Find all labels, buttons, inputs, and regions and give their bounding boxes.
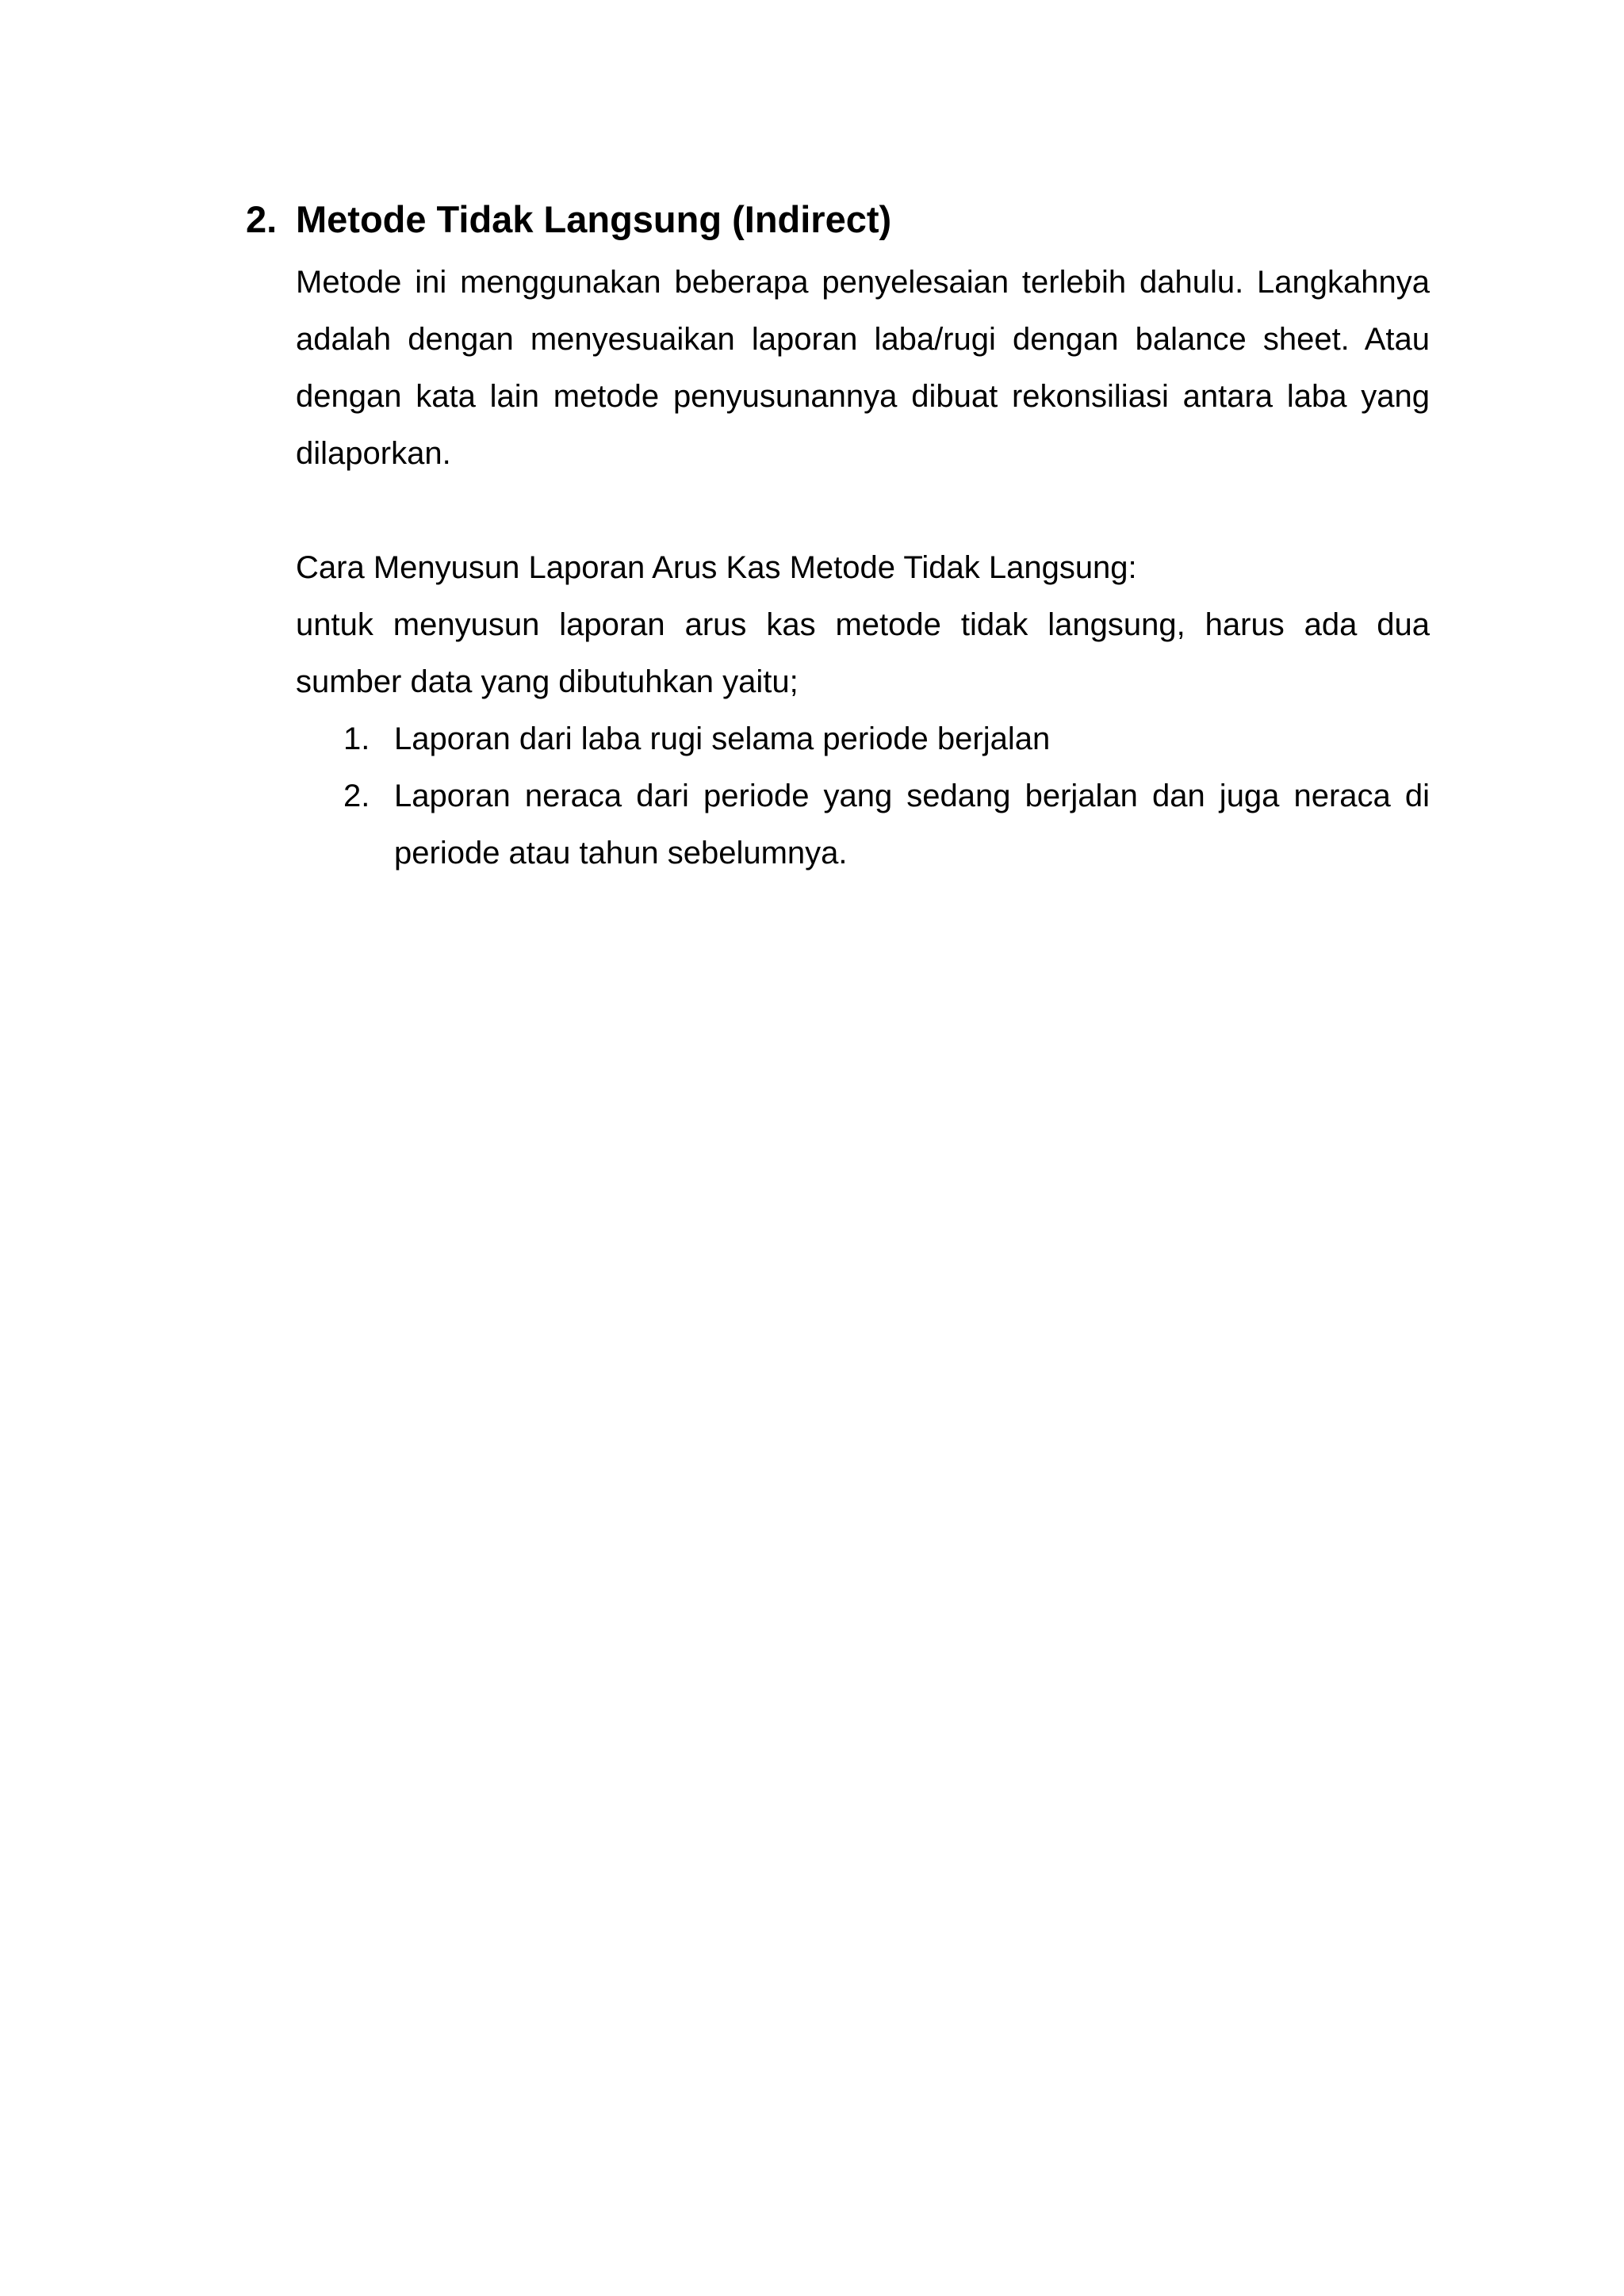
list-item-text: Laporan dari laba rugi selama periode berjalan xyxy=(394,721,1051,756)
list-item xyxy=(343,767,1430,882)
paragraph-spacer xyxy=(296,482,1430,539)
intro-paragraph: untuk menyusun laporan arus kas metode tidak langsung, harus ada dua sumber data yang dibutuhkan yaitu; xyxy=(296,607,1430,699)
subheading: Cara Menyusun Laporan Arus Kas Metode Tidak Langsung: xyxy=(296,550,1137,585)
section-number: 2. xyxy=(246,198,278,240)
section-heading xyxy=(246,190,1435,249)
data-source-list xyxy=(296,710,1430,882)
list-item-number: 1. xyxy=(343,721,370,756)
method-description: Metode ini menggunakan beberapa penyelesaian terlebih dahulu. Langkahnya adalah dengan menyesuaikan laporan laba/rugi dengan balance sheet. Atau dengan kata lain metode penyusunannya dibuat rekonsiliasi antara laba yang dilaporkan. xyxy=(296,265,1430,471)
list-item-number: 2. xyxy=(343,779,370,813)
list-item-text: Laporan neraca dari periode yang sedang berjalan dan juga neraca di periode atau tahun sebelumnya. xyxy=(394,779,1430,871)
list-item xyxy=(343,710,1430,767)
section-body xyxy=(296,254,1430,882)
section-title: Metode Tidak Langsung (Indirect) xyxy=(296,198,892,240)
